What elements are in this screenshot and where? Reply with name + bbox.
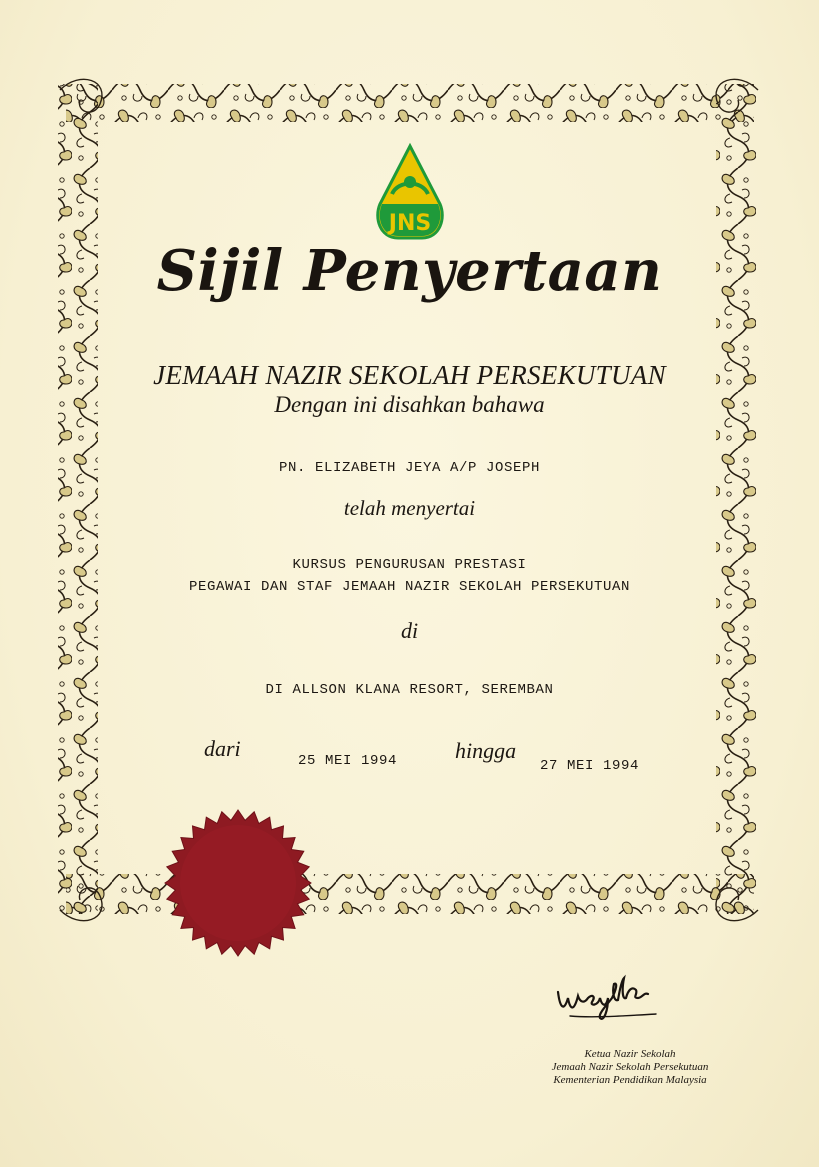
organization-name: JEMAAH NAZIR SEKOLAH PERSEKUTUAN: [153, 360, 666, 390]
from-label: dari: [204, 736, 241, 761]
venue-text: DI ALLSON KLANA RESORT, SEREMBAN: [265, 682, 554, 698]
jns-logo-icon: [370, 142, 450, 242]
signatory-line1: Ketua Nazir Sekolah: [584, 1048, 676, 1060]
from-date: 25 MEI 1994: [298, 753, 398, 769]
signature-icon: [552, 968, 664, 1026]
to-label: hingga: [455, 738, 517, 763]
to-date: 27 MEI 1994: [540, 758, 640, 774]
participated-text: telah menyertai: [343, 496, 476, 520]
signatory-block: [505, 1048, 755, 1087]
course-title-line1: KURSUS PENGURUSAN PRESTASI: [292, 557, 527, 573]
certificate-title: Sijil Penyertaan: [156, 238, 663, 304]
signatory-line3: Kementerian Pendidikan Malaysia: [553, 1074, 707, 1086]
logo-text: JNS: [388, 211, 432, 236]
certify-text: Dengan ini disahkan bahawa: [274, 392, 545, 417]
at-text: di: [400, 618, 419, 643]
red-seal-icon: [163, 808, 313, 958]
course-title-line2: PEGAWAI DAN STAF JEMAAH NAZIR SEKOLAH PERSEKUTUAN: [188, 579, 631, 595]
signatory-line2: Jemaah Nazir Sekolah Persekutuan: [551, 1061, 709, 1073]
recipient-name: PN. ELIZABETH JEYA A/P JOSEPH: [278, 460, 541, 476]
